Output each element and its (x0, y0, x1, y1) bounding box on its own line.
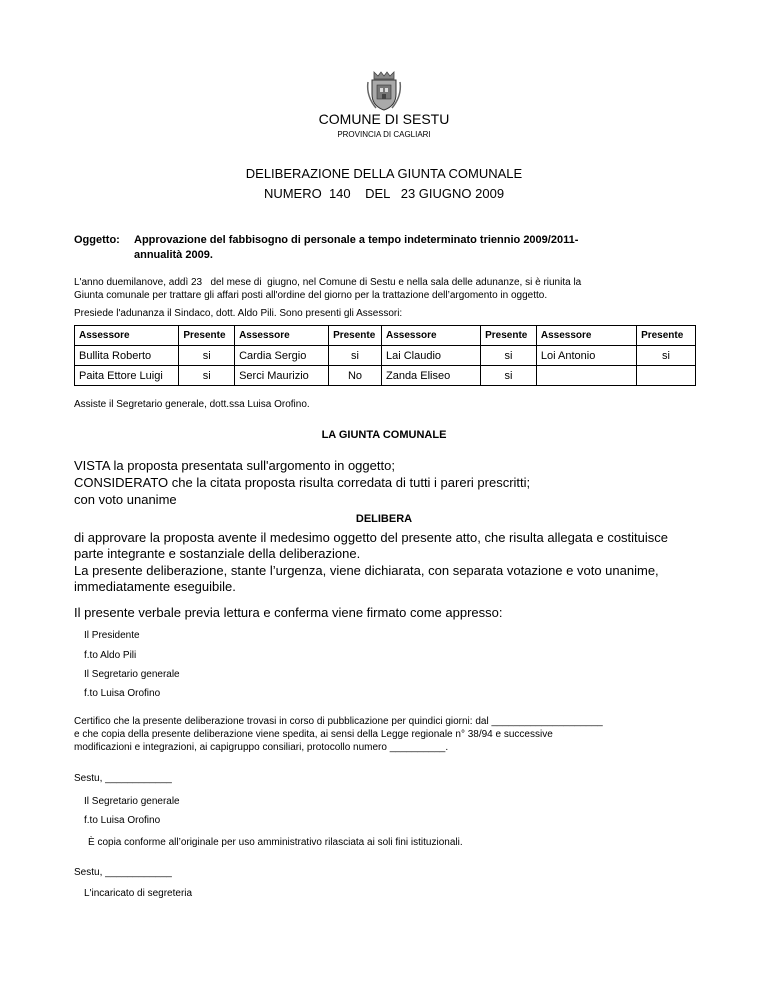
delibera-p2-line2: immediatamente eseguibile. (74, 579, 236, 594)
table-header: Assessore (381, 326, 480, 346)
table-header: Presente (637, 326, 696, 346)
table-header: Assessore (536, 326, 636, 346)
table-cell: Cardia Sergio (235, 346, 329, 366)
table-header: Presente (329, 326, 382, 346)
oggetto-text-line1: Approvazione del fabbisogno di personale a tempo indeterminato triennio 2009/2011- (134, 234, 579, 246)
provincia-subtitle: PROVINCIA DI CAGLIARI (337, 130, 431, 139)
table-header: Assessore (235, 326, 329, 346)
segretario-firma-2: f.to Luisa Orofino (84, 815, 161, 826)
table-cell: Loi Antonio (536, 346, 636, 366)
table-cell: si (329, 346, 382, 366)
table-row (75, 366, 696, 386)
verbale-text: Il presente verbale previa lettura e conferma viene firmato come appresso: (74, 605, 503, 620)
incaricato-label: L'incaricato di segreteria (84, 888, 193, 899)
table-cell: Zanda Eliseo (381, 366, 480, 386)
table-cell: Paita Ettore Luigi (75, 366, 179, 386)
table-cell: si (481, 346, 537, 366)
certifico-line3: modificazioni e integrazioni, ai capigruppo consiliari, protocollo numero __________. (74, 742, 449, 753)
voto-text: con voto unanime (74, 492, 177, 507)
comune-title: COMUNE DI SESTU (318, 111, 450, 127)
table-header: Assessore (75, 326, 179, 346)
segretario-label-2: Il Segretario generale (84, 796, 180, 807)
segretario-label: Il Segretario generale (84, 669, 180, 680)
delibera-p1-line1: di approvare la proposta avente il medesimo oggetto del presente atto, che risulta allegata e costituisce (74, 530, 669, 545)
intro-line2: Giunta comunale per trattare gli affari posti all'ordine del giorno per la trattazione dell’argomento in oggetto. (74, 290, 548, 301)
table-cell: si (637, 346, 696, 366)
table-header-row (75, 326, 696, 346)
table-cell: Serci Maurizio (235, 366, 329, 386)
table-cell (536, 366, 636, 386)
delibera-p2-line1: La presente deliberazione, stante l’urgenza, viene dichiarata, con separata votazione e voto unanime, (74, 563, 659, 578)
certifico-line1: Certifico che la presente deliberazione trovasi in corso di pubblicazione per quindici giorni: dal ____________________ (74, 716, 603, 727)
table-header: Presente (481, 326, 537, 346)
table-cell: No (329, 366, 382, 386)
table-cell: Lai Claudio (381, 346, 480, 366)
table-header: Presente (179, 326, 235, 346)
assessori-table (74, 325, 696, 386)
coat-of-arms-emblem (366, 70, 402, 112)
oggetto-label: Oggetto: (74, 234, 120, 246)
sestu-date-2: Sestu, ____________ (74, 867, 172, 878)
table-cell: si (179, 366, 235, 386)
copia-conforme-text: È copia conforme all’originale per uso amministrativo rilasciata ai soli fini istituzionali. (88, 837, 463, 848)
deliberazione-numero: NUMERO 140 DEL 23 GIUGNO 2009 (263, 186, 505, 201)
assiste-text: Assiste il Segretario generale, dott.ssa Luisa Orofino. (74, 399, 310, 410)
sestu-date-1: Sestu, ____________ (74, 773, 172, 784)
table-cell (637, 366, 696, 386)
delibera-heading: DELIBERA (355, 513, 413, 525)
giunta-heading: LA GIUNTA COMUNALE (321, 429, 447, 441)
presidente-label: Il Presidente (84, 630, 140, 641)
considerato-text: CONSIDERATO che la citata proposta risulta corredata di tutti i pareri prescritti; (74, 475, 531, 490)
table-cell: Bullita Roberto (75, 346, 179, 366)
table-cell: si (179, 346, 235, 366)
vista-text: VISTA la proposta presentata sull'argomento in oggetto; (74, 458, 395, 473)
oggetto-text-line2: annualità 2009. (134, 249, 213, 261)
delibera-p1-line2: parte integrante e sostanziale della deliberazione. (74, 546, 361, 561)
presidente-firma: f.to Aldo Pili (84, 650, 137, 661)
table-row (75, 346, 696, 366)
table-cell: si (481, 366, 537, 386)
intro-line1: L'anno duemilanove, addì 23 del mese di giugno, nel Comune di Sestu e nella sala delle adunanze, si è riunita la (74, 277, 582, 288)
certifico-line2: e che copia della presente deliberazione viene spedita, ai sensi della Legge regionale n° 38/94 e successive (74, 729, 553, 740)
deliberazione-title: DELIBERAZIONE DELLA GIUNTA COMUNALE (245, 166, 523, 181)
segretario-firma: f.to Luisa Orofino (84, 688, 161, 699)
presiede-text: Presiede l'adunanza il Sindaco, dott. Aldo Pili. Sono presenti gli Assessori: (74, 308, 403, 319)
